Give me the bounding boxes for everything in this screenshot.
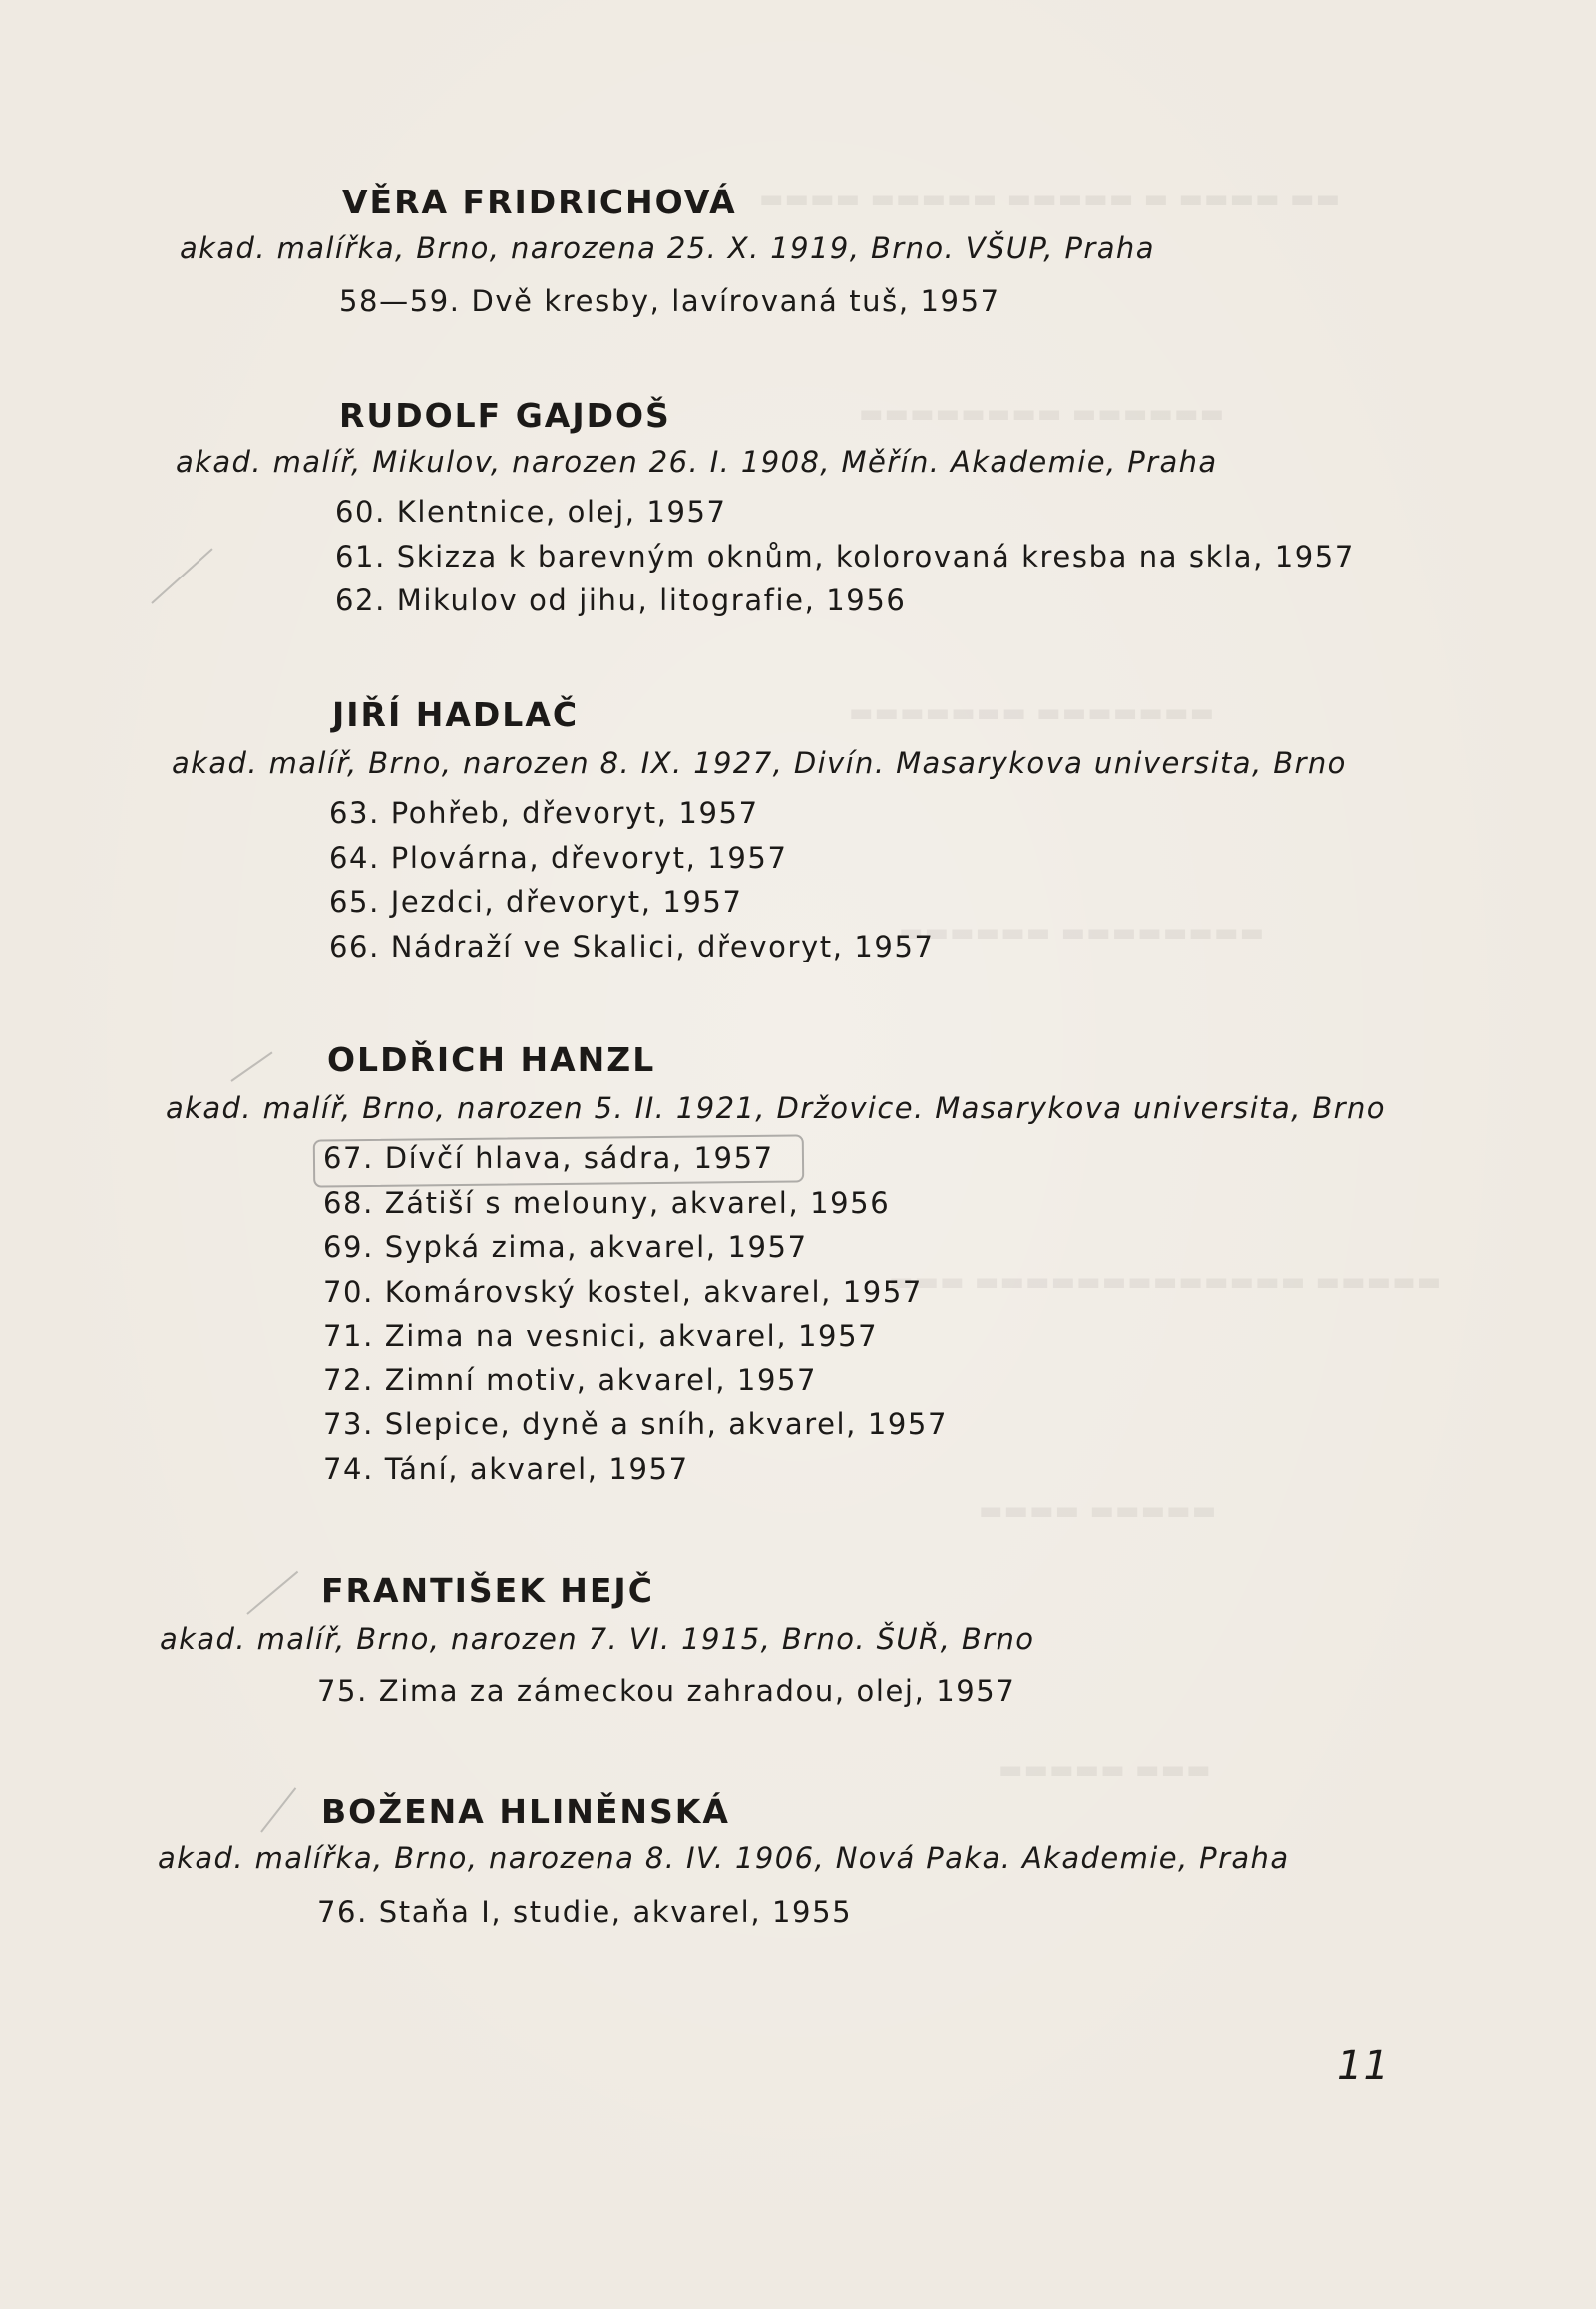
work-item: 63. Pohřeb, dřevoryt, 1957 bbox=[329, 796, 759, 830]
pencil-mark bbox=[260, 1787, 296, 1832]
work-item: 71. Zima na vesnici, akvarel, 1957 bbox=[323, 1319, 879, 1352]
artist-name: JIŘÍ HADLAČ bbox=[332, 695, 580, 734]
show-through-decoration: ▬▬ ▬▬▬▬ ▬ ▬▬▬▬▬ ▬▬▬▬▬ ▬▬▬▬ bbox=[758, 185, 1341, 214]
work-item: 64. Plovárna, dřevoryt, 1957 bbox=[329, 840, 788, 875]
artist-bio: akad. malíř, Mikulov, narozen 26. I. 1908, Měřín. Akademie, Praha bbox=[176, 445, 1218, 479]
artist-bio: akad. malířka, Brno, narozena 8. IV. 1906, Nová Paka. Akademie, Praha bbox=[158, 1841, 1290, 1875]
work-item: 60. Klentnice, olej, 1957 bbox=[335, 495, 727, 529]
artist-name: RUDOLF GAJDOŠ bbox=[339, 396, 671, 435]
work-item: 66. Nádraží ve Skalici, dřevoryt, 1957 bbox=[329, 929, 935, 963]
works-list bbox=[317, 1890, 852, 1935]
artist-bio: akad. malíř, Brno, narozen 8. IX. 1927, Divín. Masarykova universita, Brno bbox=[172, 746, 1347, 780]
work-item: 65. Jezdci, dřevoryt, 1957 bbox=[329, 885, 743, 919]
work-item: 72. Zimní motiv, akvarel, 1957 bbox=[323, 1362, 818, 1397]
artist-name: OLDŘICH HANZL bbox=[327, 1040, 656, 1079]
show-through-decoration: ▬▬▬▬▬▬ ▬▬▬▬▬▬▬▬ bbox=[858, 399, 1225, 429]
pencil-mark bbox=[230, 1052, 272, 1082]
artist-name: FRANTIŠEK HEJČ bbox=[321, 1571, 654, 1610]
show-through-decoration: ▬▬▬▬▬▬▬▬ ▬▬▬▬▬▬ bbox=[898, 918, 1265, 948]
artist-name: BOŽENA HLINĚNSKÁ bbox=[321, 1792, 730, 1831]
work-item: 75. Zima za zámeckou zahradou, olej, 1957 bbox=[317, 1674, 1016, 1708]
artist-name: VĚRA FRIDRICHOVÁ bbox=[342, 183, 737, 221]
work-item: 58—59. Dvě kresby, lavírovaná tuš, 1957 bbox=[339, 284, 1000, 318]
work-item: 74. Tání, akvarel, 1957 bbox=[323, 1451, 689, 1486]
show-through-decoration: ▬▬▬▬▬ ▬▬▬▬▬▬▬▬▬▬▬▬▬ ▬▬▬ bbox=[888, 1267, 1442, 1297]
artist-bio: akad. malíř, Brno, narozen 5. II. 1921, Držovice. Masarykova universita, Brno bbox=[166, 1091, 1386, 1125]
pencil-mark bbox=[246, 1571, 298, 1615]
works-list bbox=[329, 791, 935, 968]
works-list bbox=[335, 490, 1355, 623]
work-item: 67. Dívčí hlava, sádra, 1957 bbox=[323, 1141, 774, 1175]
show-through-decoration: ▬▬▬▬▬▬▬ ▬▬▬▬▬▬▬ bbox=[848, 698, 1215, 728]
work-item: 68. Zátiší s melouny, akvarel, 1956 bbox=[323, 1185, 891, 1220]
artist-bio: akad. malířka, Brno, narozena 25. X. 1919, Brno. VŠUP, Praha bbox=[180, 231, 1155, 265]
page-number: 11 bbox=[1337, 2043, 1390, 2089]
artist-bio: akad. malíř, Brno, narozen 7. VI. 1915, Brno. ŠUŘ, Brno bbox=[160, 1622, 1035, 1656]
works-list bbox=[317, 1669, 1015, 1714]
show-through-decoration: ▬▬▬▬▬ ▬▬▬▬ bbox=[978, 1496, 1217, 1526]
works-list bbox=[323, 1136, 948, 1491]
works-list bbox=[339, 279, 1000, 324]
work-item: 69. Sypká zima, akvarel, 1957 bbox=[323, 1230, 808, 1264]
pencil-annotation-box bbox=[313, 1134, 804, 1187]
show-through-decoration: ▬▬▬ ▬▬▬▬▬ bbox=[998, 1755, 1211, 1785]
work-item: 76. Staňa I, studie, akvarel, 1955 bbox=[317, 1895, 853, 1929]
work-item: 61. Skizza k barevným oknům, kolorovaná kresba na skla, 1957 bbox=[335, 539, 1355, 574]
work-item: 62. Mikulov od jihu, litografie, 1956 bbox=[335, 583, 907, 617]
pencil-mark bbox=[151, 548, 212, 603]
work-item: 73. Slepice, dyně a sníh, akvarel, 1957 bbox=[323, 1407, 949, 1441]
work-item: 70. Komárovský kostel, akvarel, 1957 bbox=[323, 1274, 923, 1309]
